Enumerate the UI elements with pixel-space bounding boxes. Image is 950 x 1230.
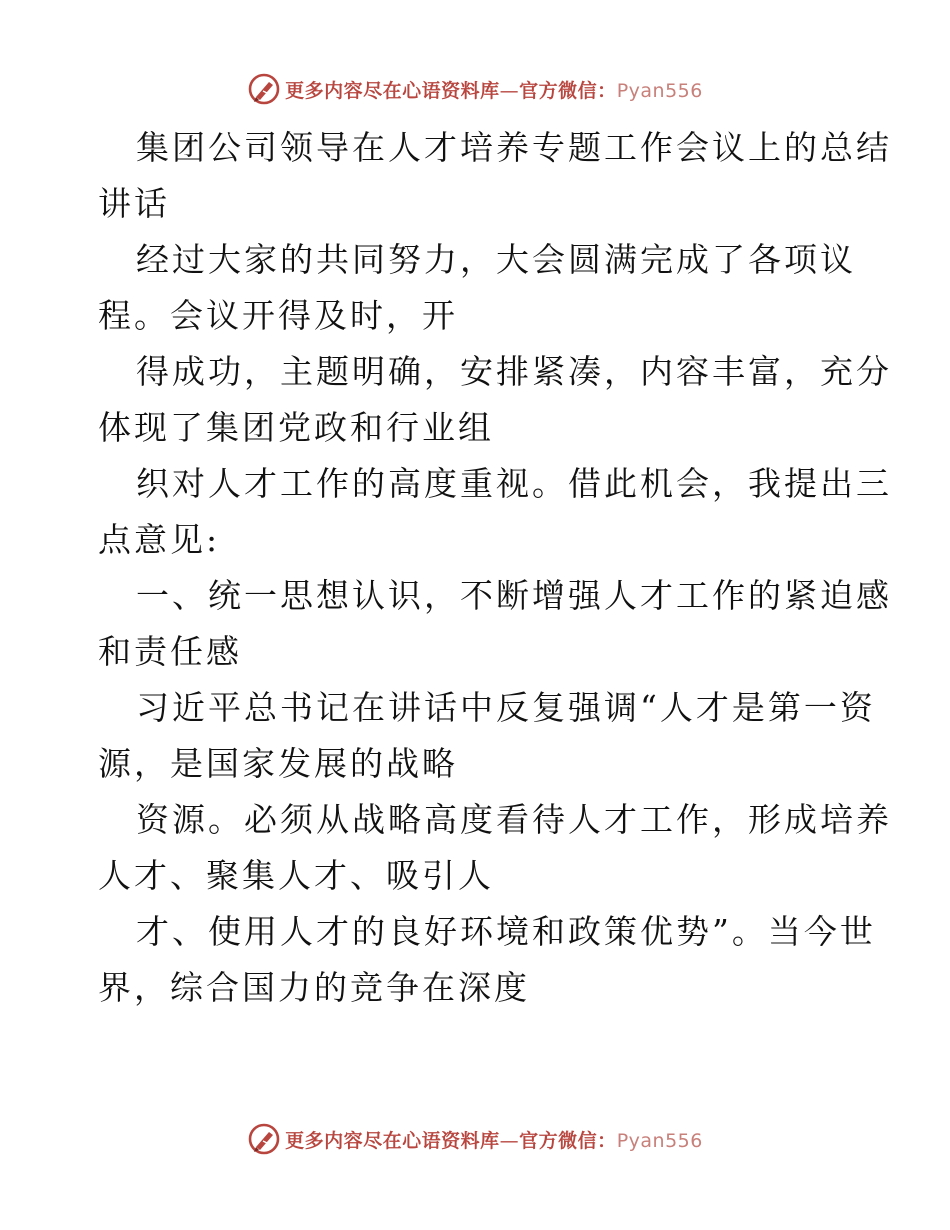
watermark-header <box>0 72 950 106</box>
paragraph-line: 习近平总书记在讲话中反复强调“人才是第一资 <box>136 688 876 727</box>
section-heading-line: 和责任感 <box>98 632 242 671</box>
document-title-line-1: 集团公司领导在人才培养专题工作会议上的总结 <box>136 128 892 167</box>
paragraph-line: 人才、聚集人才、吸引人 <box>98 856 494 895</box>
watermark-main-text: 更多内容尽在心语资料库 <box>285 79 500 102</box>
paragraph-line: 经过大家的共同努力，大会圆满完成了各项议 <box>136 240 856 279</box>
watermark-separator: — <box>499 1129 520 1152</box>
watermark-official-label: 官方微信： <box>519 79 617 102</box>
watermark-footer <box>0 1122 950 1156</box>
paragraph-line: 点意见: <box>98 520 221 559</box>
watermark-main-text: 更多内容尽在心语资料库 <box>285 1129 500 1152</box>
paragraph-line: 源，是国家发展的战略 <box>98 744 458 783</box>
document-body <box>98 120 892 1016</box>
watermark-separator: — <box>499 79 520 102</box>
watermark-wechat-id: Pyan556 <box>616 79 703 102</box>
pen-logo-icon <box>247 72 281 106</box>
paragraph-line: 织对人才工作的高度重视。借此机会，我提出三 <box>136 464 892 503</box>
paragraph-line: 体现了集团党政和行业组 <box>98 408 494 447</box>
watermark-official-label: 官方微信： <box>519 1129 617 1152</box>
paragraph-line: 程。会议开得及时，开 <box>98 296 458 335</box>
watermark-text <box>285 76 703 103</box>
section-heading-line: 一、统一思想认识，不断增强人才工作的紧迫感 <box>136 576 892 615</box>
paragraph-line: 界，综合国力的竞争在深度 <box>98 968 530 1007</box>
paragraph-line: 得成功，主题明确，安排紧凑，内容丰富，充分 <box>136 352 892 391</box>
watermark-text <box>285 1126 703 1153</box>
paragraph-line: 才、使用人才的良好环境和政策优势”。当今世 <box>136 912 876 951</box>
document-title-line-2: 讲话 <box>98 184 170 223</box>
watermark-wechat-id: Pyan556 <box>616 1129 703 1152</box>
pen-logo-icon <box>247 1122 281 1156</box>
paragraph-line: 资源。必须从战略高度看待人才工作，形成培养 <box>136 800 892 839</box>
